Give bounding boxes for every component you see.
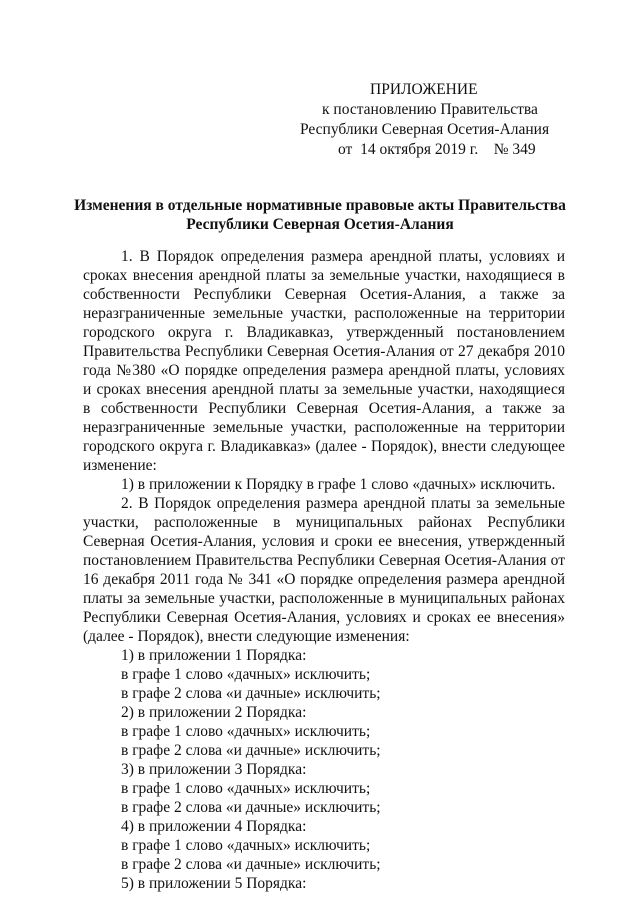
title-line-2: Республики Северная Осетия-Алания [186, 216, 454, 233]
list-item: в графе 2 слова «и дачные» исключить; [121, 799, 381, 816]
paragraph-1: 1. В Порядок определения размера арендной платы, условиях и сроках внесения арендной платы за земельные участки, находящиеся в собственности Республики Северная Осетия-Алания, а также за неразграниченные земельные участки, расположенные на территории городского округа г. Владикавказ, утвержденный постановлением Правительства Республики Северная Осетия-Алания от 27 декабря 2010 года №380 «О порядке определения размера арендной платы, условиях и сроках внесения арендной платы за земельные участки, находящиеся в собственности Республики Северная Осетия-Алания, а также за неразграниченные земельные участки, расположенные на территории городского округа г. Владикавказ» (далее - Порядок), внести следующее изменение: [83, 248, 565, 474]
appendix-republic: Республики Северная Осетия-Алания [300, 121, 550, 138]
appendix-label: ПРИЛОЖЕНИЕ [370, 81, 478, 98]
appendix-number: № 349 [493, 141, 536, 158]
list-item: 4) в приложении 4 Порядка: [121, 818, 307, 835]
list-item: в графе 2 слова «и дачные» исключить; [121, 685, 381, 702]
document-title [60, 196, 580, 234]
paragraph-2: 2. В Порядок определения размера арендной платы за земельные участки, расположенные в муниципальных районах Республики Северная Осетия-Алания, условия и сроки ее внесения, утвержденный постановлением Правительства Республики Северная Осетия-Алания от 16 декабря 2011 года № 341 «О порядке определения размера арендной платы за земельные участки, расположенные в муниципальных районах Республики Северная Осетия-Алания, условиях и сроках ее внесения» (далее - Порядок), внести следующие изменения: [83, 495, 565, 645]
list-item: в графе 1 слово «дачных» исключить; [121, 780, 371, 797]
list-item: в графе 1 слово «дачных» исключить; [121, 723, 371, 740]
appendix-header [300, 80, 600, 160]
paragraph-1-item-1: 1) в приложении к Порядку в графе 1 слово «дачных» исключить. [121, 476, 556, 493]
list-item: в графе 2 слова «и дачные» исключить; [121, 856, 381, 873]
title-line-1: Изменения в отдельные нормативные правовые акты Правительства [74, 197, 566, 214]
appendix-date-number [300, 140, 600, 160]
list-item: 5) в приложении 5 Порядка: [121, 875, 307, 892]
document-body [83, 247, 565, 893]
list-item: 1) в приложении 1 Порядка: [121, 647, 307, 664]
appendix-resolution: к постановлению Правительства [322, 101, 538, 118]
appendix-date: от 14 октября 2019 г. [338, 141, 479, 158]
list-item: 2) в приложении 2 Порядка: [121, 704, 307, 721]
list-item: в графе 1 слово «дачных» исключить; [121, 666, 371, 683]
list-item: в графе 2 слова «и дачные» исключить; [121, 742, 381, 759]
list-item: в графе 1 слово «дачных» исключить; [121, 837, 371, 854]
list-item: 3) в приложении 3 Порядка: [121, 761, 307, 778]
